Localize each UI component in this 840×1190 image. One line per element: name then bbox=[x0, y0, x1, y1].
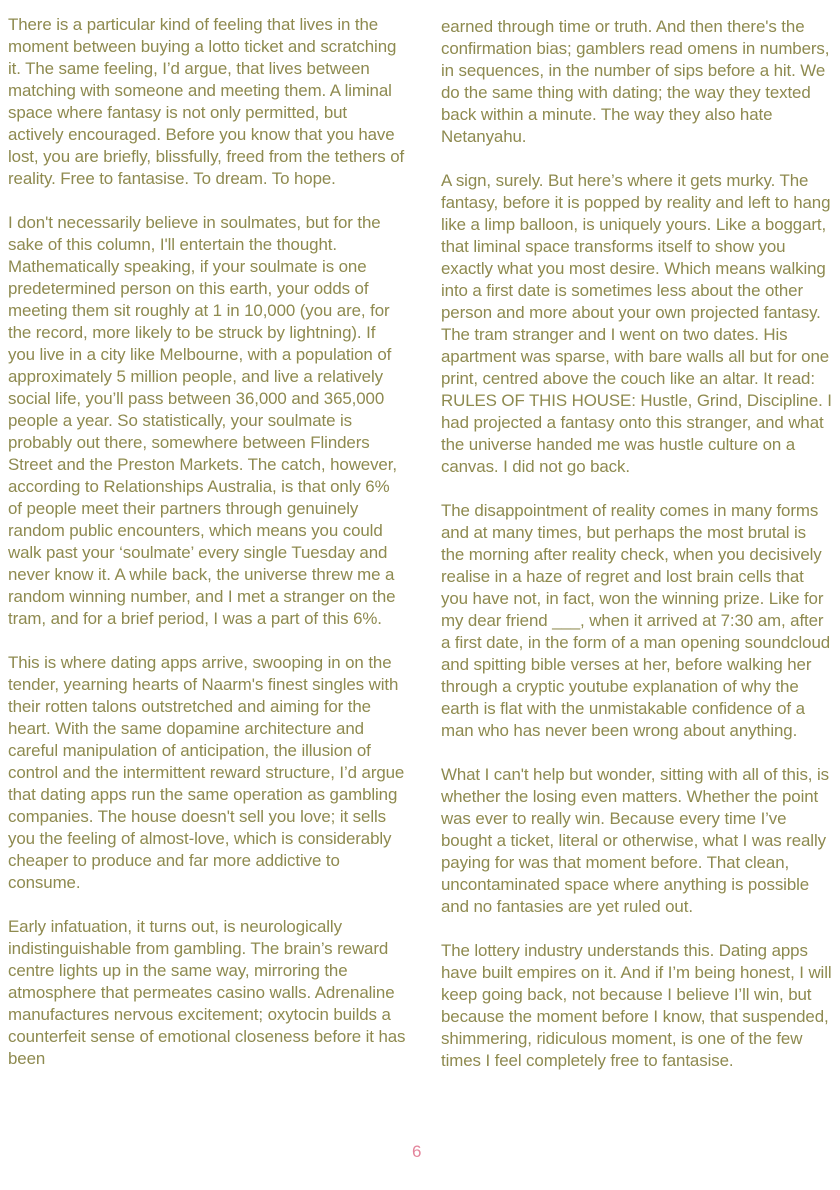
paragraph-lottery-industry: The lottery industry understands this. Dating apps have built empires on it. And if I’m being honest, I will keep going back, not because I believe I’ll win, but because the moment before I know, that suspended, shimmering, ridiculous moment, is one of the few times I feel completely free to fantasise. bbox=[441, 941, 832, 1070]
paragraph-disappointment: The disappointment of reality comes in many forms and at many times, but perhaps the most brutal is the morning after reality check, when you decisively realise in a haze of regret and lost brain cells that you have not, in fact, won the winning prize. Like for my dear friend ___, when it arrived at 7:30 am, after a first date, in the form of a man opening soundcloud and spitting bible verses at her, before walking her through a cryptic youtube explanation of why the earth is flat with the unmistakable confidence of a man who has never been wrong about anything. bbox=[441, 501, 831, 740]
paragraph-early-infatuation: Early infatuation, it turns out, is neurologically indistinguishable from gambling. The brain’s reward centre lights up in the same way, mirroring the atmosphere that permeates casino walls. Adrenaline manufactures nervous excitement; oxytocin builds a counterfeit sense of emotional closeness before it has been bbox=[8, 917, 406, 1068]
left-column bbox=[8, 14, 406, 1092]
paragraph-lotto-feeling: There is a particular kind of feeling that lives in the moment between buying a lotto ticket and scratching it. The same feeling, I’d argue, that lives between matching with someone and meeting them. A liminal space where fantasy is not only permitted, but actively encouraged. Before you know that you have lost, you are briefly, blissfully, freed from the tethers of reality. Free to fantasise. To dream. To hope. bbox=[8, 15, 405, 188]
paragraph-confirmation-bias: earned through time or truth. And then there's the confirmation bias; gamblers read omens in numbers, in sequences, in the number of sips before a hit. We do the same thing with dating; the way they texted back within a minute. The way they also hate Netanyahu. bbox=[441, 17, 830, 146]
paragraph-dating-apps: This is where dating apps arrive, swooping in on the tender, yearning hearts of Naarm's finest singles with their rotten talons outstretched and aiming for the heart. With the same dopamine architecture and careful manipulation of anticipation, the illusion of control and the intermittent reward structure, I’d argue that dating apps run the same operation as gambling companies. The house doesn't sell you love; it sells you the feeling of almost-love, which is considerably cheaper to produce and far more addictive to consume. bbox=[8, 653, 405, 892]
paragraph-losing-matters: What I can't help but wonder, sitting with all of this, is whether the losing even matters. Whether the point was ever to really win. Because every time I’ve bought a ticket, literal or otherwise, what I was really paying for was that moment before. That clean, uncontaminated space where anything is possible and no fantasies are yet ruled out. bbox=[441, 765, 829, 916]
right-column bbox=[441, 16, 833, 1094]
page-number: 6 bbox=[412, 1142, 422, 1161]
paragraph-soulmates: I don't necessarily believe in soulmates, but for the sake of this column, I'll entertain the thought. Mathematically speaking, if your soulmate is one predetermined person on this earth, your odds of meeting them sit roughly at 1 in 10,000 (you are, for the record, more likely to be struck by lightning). If you live in a city like Melbourne, with a population of approximately 5 million people, and live a relatively social life, you’ll pass between 36,000 and 365,000 people a year. So statistically, your soulmate is probably out there, somewhere between Flinders Street and the Preston Markets. The catch, however, according to Relationships Australia, is that only 6% of people meet their partners through genuinely random public encounters, which means you could walk past your ‘soulmate’ every single Tuesday and never know it. A while back, the universe threw me a random winning number, and I met a stranger on the tram, and for a brief period, I was a part of this 6%. bbox=[8, 213, 397, 628]
paragraph-sign-surely: A sign, surely. But here’s where it gets murky. The fantasy, before it is popped by reality and left to hang like a limp balloon, is uniquely yours. Like a boggart, that liminal space transforms itself to show you exactly what you most desire. Which means walking into a first date is sometimes less about the other person and more about your own projected fantasy. The tram stranger and I went on two dates. His apartment was sparse, with bare walls all but for one print, centred above the couch like an altar. It read: RULES OF THIS HOUSE: Hustle, Grind, Discipline. I had projected a fantasy onto this stranger, and what the universe handed me was hustle culture on a canvas. I did not go back. bbox=[441, 171, 832, 476]
